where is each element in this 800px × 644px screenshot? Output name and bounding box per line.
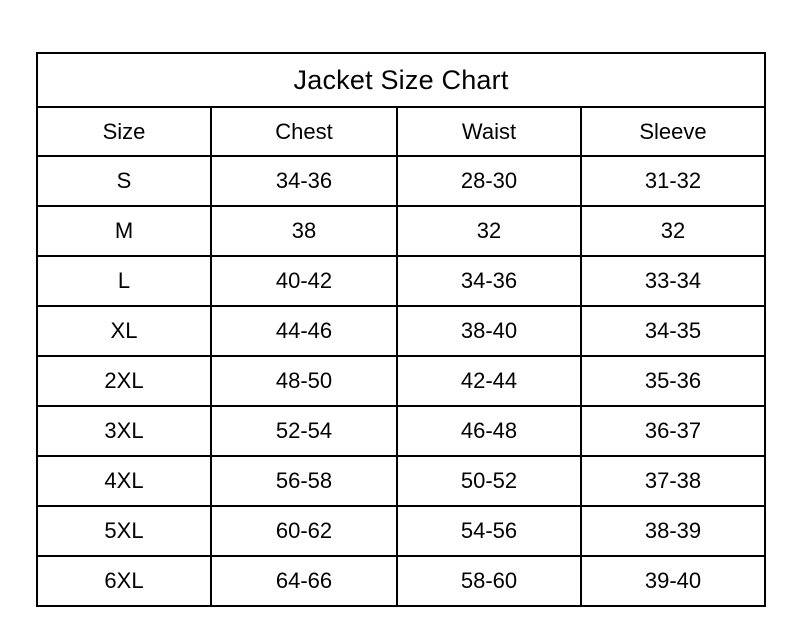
- cell-size: 4XL: [37, 456, 211, 506]
- table-row: [37, 156, 765, 206]
- cell-waist: 28-30: [397, 156, 581, 206]
- cell-sleeve: 33-34: [581, 256, 765, 306]
- column-header-size: Size: [37, 107, 211, 156]
- table-row: [37, 556, 765, 606]
- table-row: [37, 256, 765, 306]
- cell-sleeve: 31-32: [581, 156, 765, 206]
- cell-waist: 32: [397, 206, 581, 256]
- cell-chest: 44-46: [211, 306, 397, 356]
- cell-waist: 34-36: [397, 256, 581, 306]
- cell-sleeve: 37-38: [581, 456, 765, 506]
- chart-title: Jacket Size Chart: [37, 53, 765, 107]
- cell-waist: 54-56: [397, 506, 581, 556]
- cell-chest: 34-36: [211, 156, 397, 206]
- cell-chest: 38: [211, 206, 397, 256]
- cell-size: M: [37, 206, 211, 256]
- table-row: [37, 356, 765, 406]
- table-row: [37, 306, 765, 356]
- cell-sleeve: 34-35: [581, 306, 765, 356]
- column-header-waist: Waist: [397, 107, 581, 156]
- cell-sleeve: 39-40: [581, 556, 765, 606]
- cell-waist: 58-60: [397, 556, 581, 606]
- column-header-chest: Chest: [211, 107, 397, 156]
- table-row: [37, 406, 765, 456]
- table-row: [37, 506, 765, 556]
- table-row: [37, 206, 765, 256]
- cell-chest: 48-50: [211, 356, 397, 406]
- cell-size: XL: [37, 306, 211, 356]
- cell-size: 2XL: [37, 356, 211, 406]
- cell-chest: 52-54: [211, 406, 397, 456]
- cell-waist: 38-40: [397, 306, 581, 356]
- cell-size: 3XL: [37, 406, 211, 456]
- size-chart-container: [36, 52, 764, 607]
- cell-waist: 42-44: [397, 356, 581, 406]
- cell-size: 6XL: [37, 556, 211, 606]
- cell-sleeve: 32: [581, 206, 765, 256]
- header-row: [37, 107, 765, 156]
- cell-sleeve: 36-37: [581, 406, 765, 456]
- cell-waist: 50-52: [397, 456, 581, 506]
- column-header-sleeve: Sleeve: [581, 107, 765, 156]
- cell-chest: 56-58: [211, 456, 397, 506]
- cell-waist: 46-48: [397, 406, 581, 456]
- cell-chest: 60-62: [211, 506, 397, 556]
- cell-size: 5XL: [37, 506, 211, 556]
- cell-size: S: [37, 156, 211, 206]
- cell-chest: 40-42: [211, 256, 397, 306]
- cell-size: L: [37, 256, 211, 306]
- cell-sleeve: 35-36: [581, 356, 765, 406]
- jacket-size-chart-table: [36, 52, 766, 607]
- table-row: [37, 456, 765, 506]
- cell-sleeve: 38-39: [581, 506, 765, 556]
- title-row: [37, 53, 765, 107]
- cell-chest: 64-66: [211, 556, 397, 606]
